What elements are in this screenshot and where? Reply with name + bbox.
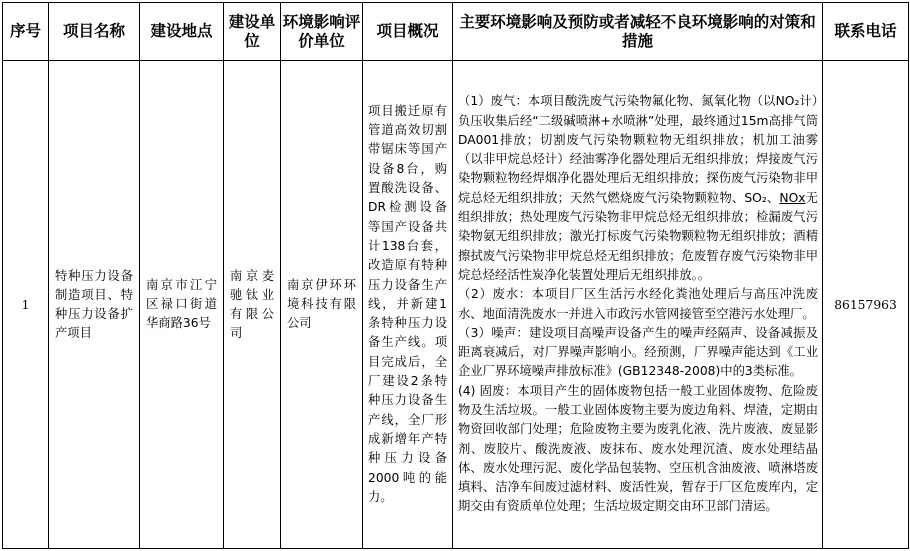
- header-row: [3, 3, 909, 61]
- header-phone: 联系电话: [823, 3, 909, 61]
- measure-solid-waste: (4) 固废：本项目产生的固体废物包括一般工业固体废物、危险废物及生活垃圾。一般工业固体废物主要为废边角料、焊渣，定期由物资回收部门处理；危险废物主要为废乳化液、洗片废液、废显影剂、废胶片、酸洗废液、废抹布、废水处理沉渣、废水处理结晶体、废水处理污泥、废化学品包装物、空压机含油废液、喷淋塔废填料、洁净车间废过滤材料、废活性炭，暂存于厂区危废库内，定期交由有资质单位处理；生活垃圾定期交由环卫部门清运。: [458, 383, 818, 514]
- header-builder: 建设单位: [224, 3, 281, 61]
- header-assessor: 环境影响评价单位: [281, 3, 363, 61]
- header-index: 序号: [3, 3, 49, 61]
- measure-noise: （3）噪声：建设项目高噪声设备产生的噪声经隔声、设备减振及距离衰减后，对厂界噪声影响小。经预测，厂界噪声能达到《工业企业厂界环境噪声排放标准》(GB12348-2008)中的3类标准。: [458, 325, 818, 379]
- measure-exhaust-gas: [458, 92, 818, 285]
- measure-exhaust-gas-text-cont: 无组织排放；热处理废气污染物非甲烷总烃无组织排放；检漏废气污染物氨无组织排放；激光打标废气污染物颗粒物无组织排放；酒精擦拭废气污染物非甲烷总烃无组织排放；危废暂存废气污染物非甲烷总烃经活性炭净化装置处理后无组织排放。。: [458, 190, 818, 282]
- header-measures: 主要环境影响及预防或者减轻不良环境影响的对策和措施: [453, 3, 823, 61]
- cell-builder: 南京麦驰钛业有限公司: [224, 61, 281, 549]
- cell-location: 南京市江宁区禄口街道华商路36号: [140, 61, 224, 549]
- eia-table: [2, 2, 909, 549]
- cell-assessor: 南京伊环环境科技有限公司: [281, 61, 363, 549]
- measure-wastewater: （2）废水：本项目厂区生活污水经化粪池处理后与高压冲洗废水、地面清洗废水一并进入市政污水管网接管至空港污水处理厂。: [458, 287, 818, 321]
- header-project-name: 项目名称: [49, 3, 140, 61]
- table-row: [3, 61, 909, 549]
- cell-index: 1: [3, 61, 49, 549]
- header-overview: 项目概况: [363, 3, 453, 61]
- cell-project-name: 特种压力设备制造项目、特种压力设备扩产项目: [49, 61, 140, 549]
- measure-exhaust-gas-text: （1）废气：本项目酸洗废气污染物氟化物、氮氧化物（以NO₂计）负压收集后经“二级碱喷淋+水喷淋”处理，最终通过15m高排气筒DA001排放；切割废气污染物颗粒物无组织排放；机加工油雾（以非甲烷总烃计）经油雾净化器处理后无组织排放；焊接废气污染物颗粒物经焊烟净化器处理后无组织排放；探伤废气污染物非甲烷总烃无组织排放；天然气燃烧废气污染物颗粒物、SO₂、: [458, 94, 818, 205]
- cell-overview: 项目搬迁原有管道高效切割带锯床等国产设备8台，购置酸洗设备、DR检测设备等国产设备共计138台套，改造原有特种压力设备生产线，并新建1条特种压力设备生产线。项目完成后，全厂建设2条特种压力设备生产线，全厂形成新增年产特种压力设备2000吨的能力。: [363, 61, 453, 549]
- nox-term: NOx: [779, 190, 806, 205]
- header-location: 建设地点: [140, 3, 224, 61]
- cell-phone: 86157963: [823, 61, 909, 549]
- cell-measures: [453, 61, 823, 549]
